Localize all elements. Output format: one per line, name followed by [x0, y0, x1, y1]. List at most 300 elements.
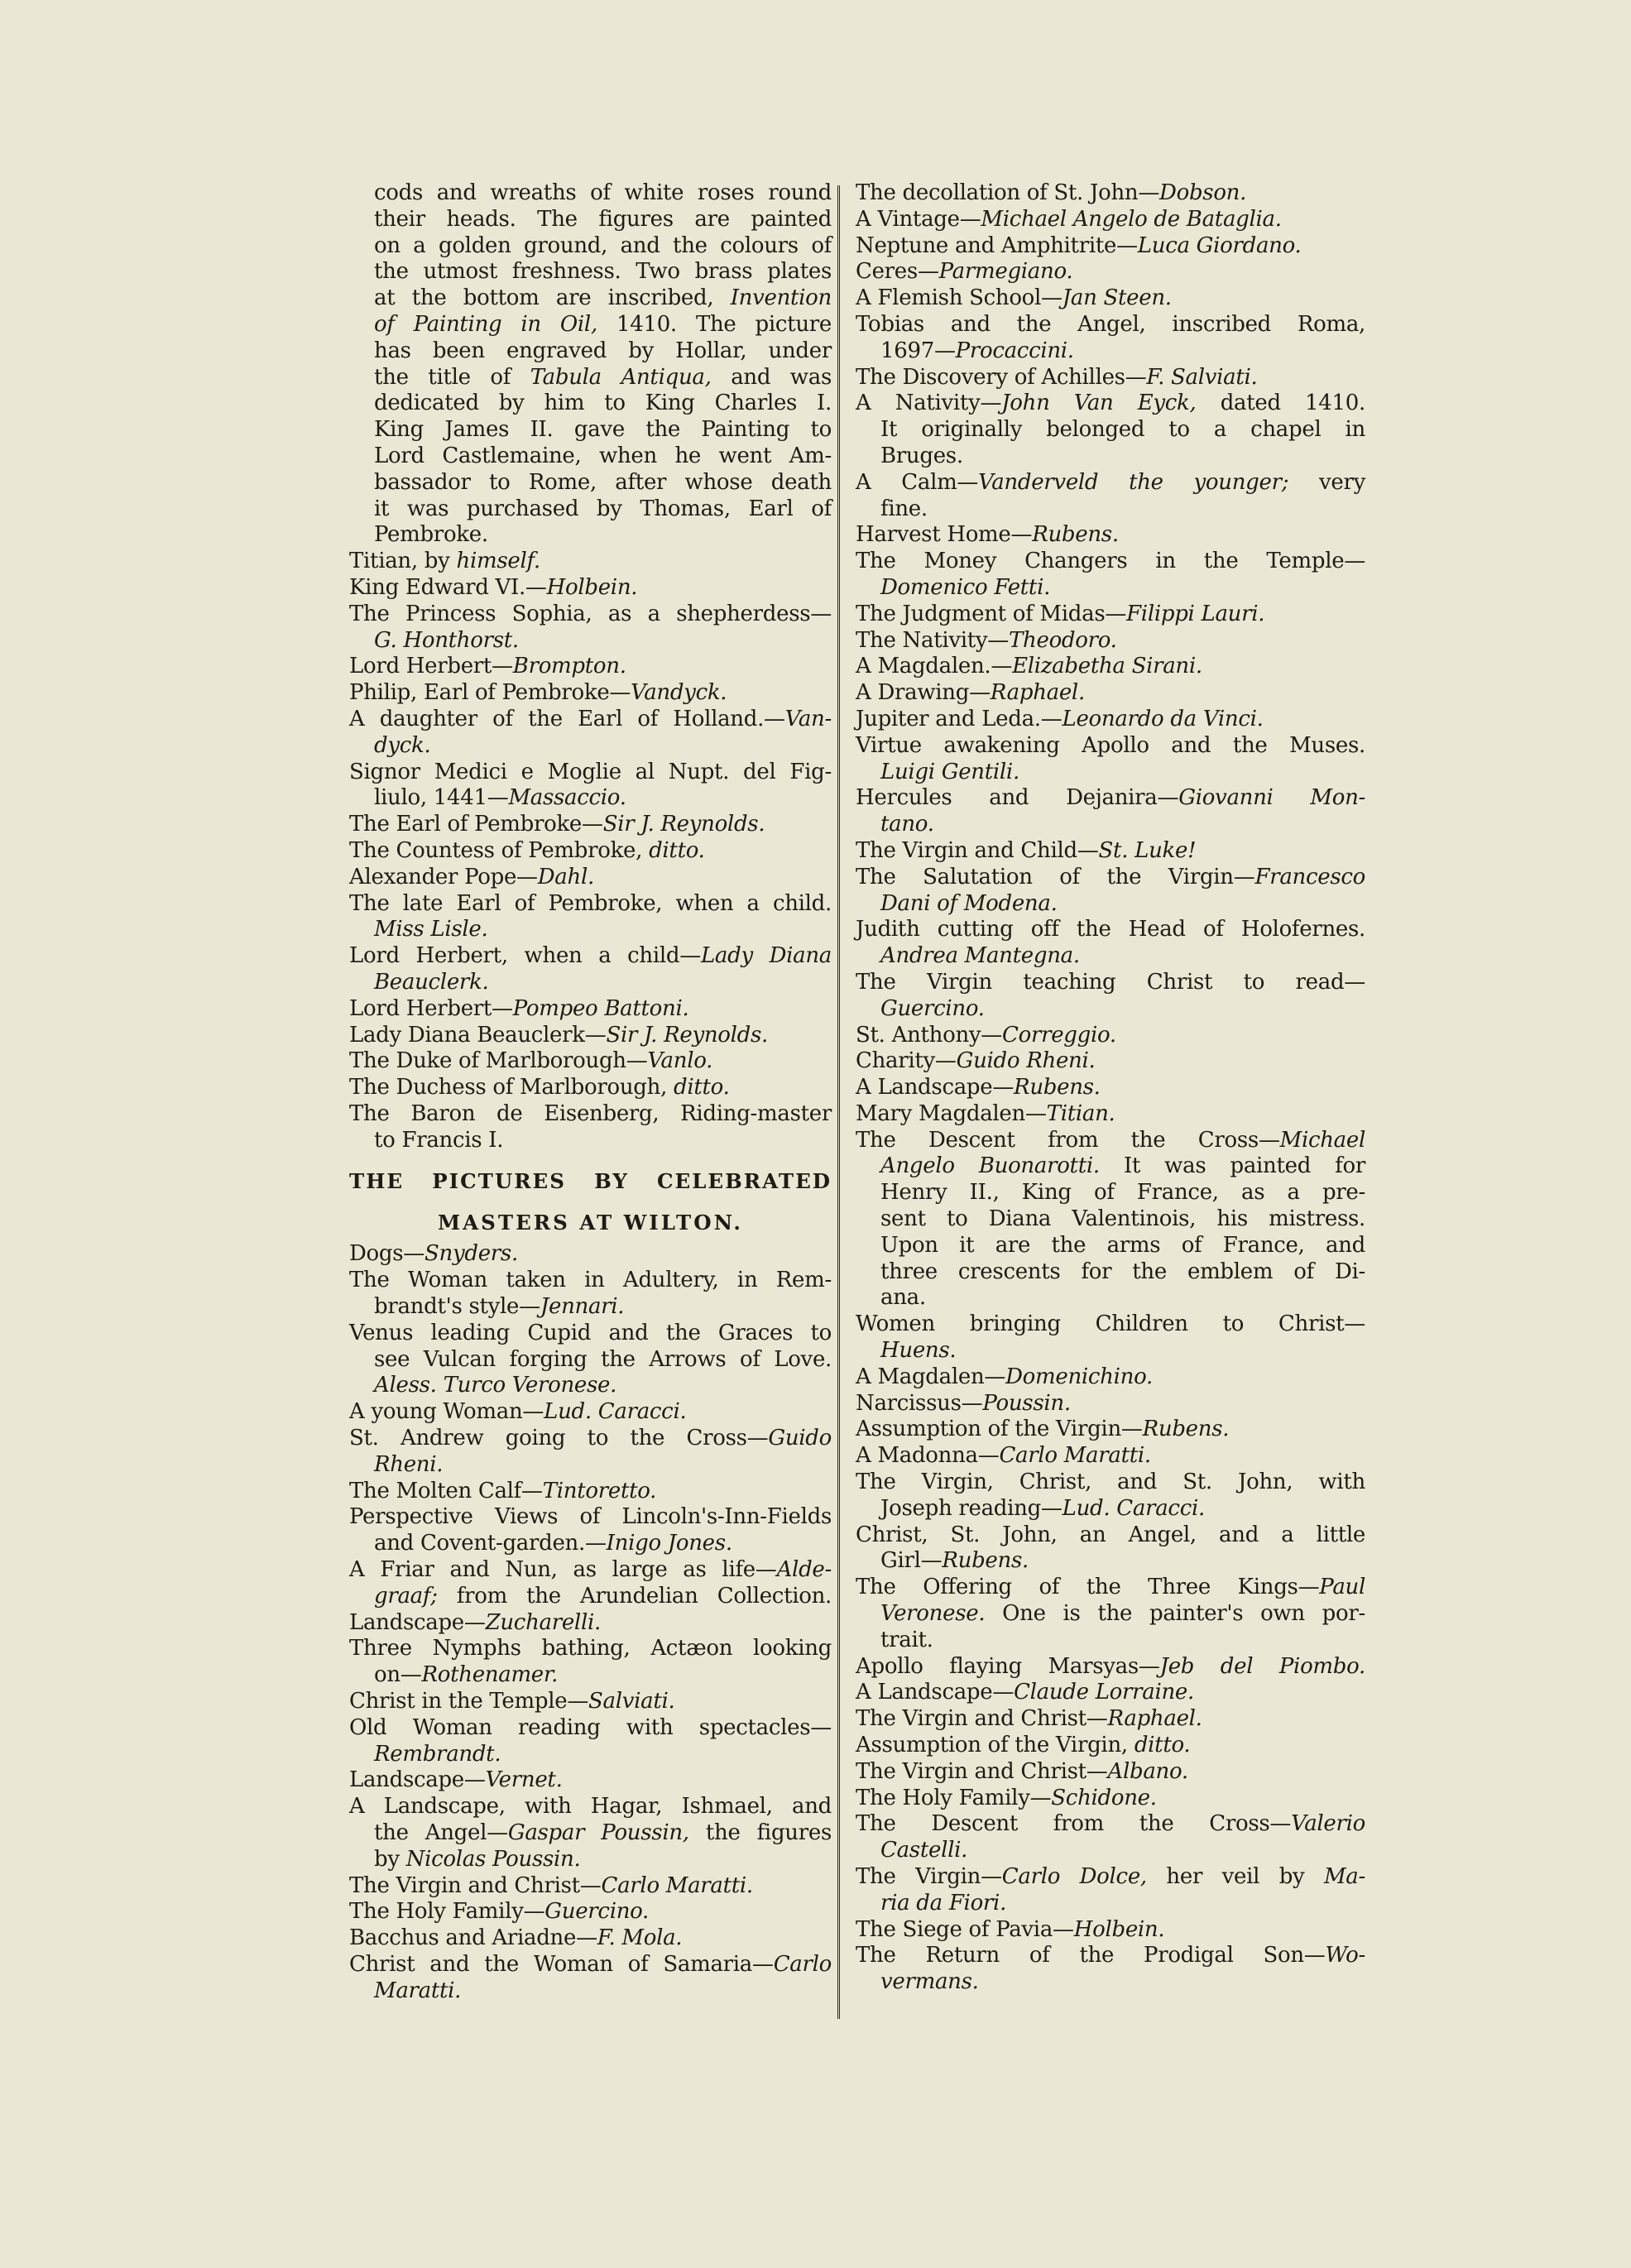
text-line: [856, 285, 1365, 312]
entry-text: The Virgin and Christ—: [856, 1758, 1108, 1784]
text-line: [349, 1847, 832, 1873]
entry-text: A Magdalen—: [856, 1364, 1006, 1389]
entry-text: Three Nymphs bathing, Actæon looking: [349, 1636, 832, 1661]
text-line: [349, 1767, 832, 1794]
entry-text: The Countess of Pembroke,: [349, 837, 650, 863]
attribution-text: Castelli.: [880, 1838, 968, 1863]
entry-text: A Vintage—: [856, 206, 981, 232]
entry-text: Neptune and Amphitrite—: [856, 233, 1138, 258]
attribution-text: Ma-: [1323, 1864, 1365, 1889]
text-line: [349, 1873, 832, 1900]
section-heading: THE PICTURES BY CELEBRATED: [349, 1169, 832, 1194]
attribution-text: Guercino.: [880, 995, 985, 1021]
text-line: [349, 285, 832, 312]
entry-text: it was purchased by Thomas, Earl of: [374, 496, 832, 521]
text-line: [349, 180, 832, 207]
entry-text: It was painted for: [1099, 1153, 1365, 1179]
entry-text: Lord Herbert, when a child—: [349, 943, 701, 969]
text-line: [349, 1715, 832, 1742]
attribution-text: vermans.: [880, 1969, 979, 1995]
attribution-text: Carlo Maratti.: [601, 1872, 753, 1898]
entry-text: on a golden ground, and the colours of: [374, 233, 832, 258]
entry-text: to Francis I.: [374, 1127, 504, 1153]
entry-text: Old Woman reading with spectacles—: [349, 1714, 832, 1740]
right-column: [856, 180, 1365, 1996]
attribution-text: Theodoro.: [1009, 627, 1117, 653]
text-line: [856, 444, 1365, 470]
attribution-text: Inigo Jones.: [606, 1531, 732, 1556]
entry-text: The late Earl of Pembroke, when a child.: [349, 890, 832, 916]
attribution-text: Procaccini.: [955, 338, 1074, 363]
entry-text: by: [374, 1846, 406, 1872]
text-line: [856, 943, 1365, 970]
text-line: [349, 1128, 832, 1154]
attribution-text: Rubens.: [1014, 1075, 1101, 1100]
entry-text: three crescents for the emblem of Di-: [880, 1259, 1365, 1284]
attribution-text: Nicolas Poussin.: [405, 1846, 581, 1872]
text-line: [856, 180, 1365, 207]
entry-text: The Salutation of the Virgin—: [856, 864, 1255, 889]
attribution-text: Van-: [784, 706, 832, 731]
text-line: [349, 602, 832, 628]
text-line: [856, 365, 1365, 391]
attribution-text: Domenico Fetti.: [880, 574, 1051, 600]
text-line: [349, 233, 832, 260]
entry-text: Venus leading Cupid and the Graces to: [349, 1320, 832, 1345]
text-line: [349, 865, 832, 891]
text-line: [349, 1452, 832, 1479]
entry-text: The Baron de Eisenberg, Riding-master: [349, 1100, 832, 1126]
text-line: [349, 680, 832, 707]
text-line: [856, 1206, 1365, 1233]
text-line: [349, 1399, 832, 1426]
attribution-text: Guido Rheni.: [956, 1048, 1096, 1074]
attribution-text: Alde-: [776, 1557, 832, 1583]
attribution-text: Jennari.: [540, 1294, 625, 1320]
entry-text: The Virgin teaching Christ to read—: [856, 969, 1365, 995]
entry-text: Assumption of the Virgin—: [856, 1417, 1143, 1442]
attribution-text: Claude Lorraine.: [1014, 1680, 1194, 1705]
text-line: [856, 1153, 1365, 1180]
attribution-text: Vanderveld the younger;: [978, 469, 1289, 495]
attribution-text: Schidone.: [1051, 1785, 1157, 1810]
entry-text: Apollo flaying Marsyas—: [856, 1653, 1160, 1679]
text-line: [349, 812, 832, 838]
attribution-text: ditto.: [1134, 1733, 1191, 1758]
text-line: [856, 522, 1365, 549]
entry-text: A Nativity—: [856, 391, 1002, 416]
text-line: [856, 1522, 1365, 1549]
attribution-text: Invention: [730, 285, 832, 311]
text-line: [349, 1075, 832, 1101]
entry-text: Landscape—: [349, 1767, 486, 1793]
attribution-text: Parmegiano.: [938, 259, 1073, 285]
text-line: [349, 338, 832, 365]
entry-text: ana.: [880, 1285, 926, 1311]
text-line: [856, 259, 1365, 285]
text-line: [856, 1575, 1365, 1601]
text-line: [349, 917, 832, 943]
text-line: [856, 733, 1365, 760]
attribution-text: ditto.: [674, 1075, 730, 1100]
text-line: [349, 1268, 832, 1294]
entry-text: Christ and the Woman of Samaria—: [349, 1952, 774, 1977]
entry-text: The Virgin and Christ—: [856, 1706, 1108, 1732]
entry-text: Judith cutting off the Head of Holofernes.: [856, 917, 1365, 942]
attribution-text: Holbein.: [546, 574, 638, 600]
entry-text: Alexander Pope—: [349, 864, 538, 889]
text-line: [349, 838, 832, 865]
attribution-text: Raphael.: [1107, 1706, 1202, 1732]
text-line: [349, 1321, 832, 1347]
entry-text: Tobias and the Angel, inscribed Roma,: [856, 311, 1365, 337]
attribution-text: ditto.: [649, 837, 705, 863]
entry-text: dated 1410.: [1196, 391, 1365, 416]
entry-text: The Princess Sophia, as a shepherdess—: [349, 601, 832, 626]
entry-text: The Duke of Marlborough—: [349, 1048, 648, 1074]
entry-text: A Drawing—: [856, 680, 991, 706]
text-line: [856, 1285, 1365, 1311]
text-line: [856, 1706, 1365, 1733]
attribution-text: Luigi Gentili.: [880, 759, 1019, 784]
text-line: [856, 1891, 1365, 1917]
entry-text: Henry II., King of France, as a pre-: [880, 1180, 1365, 1206]
text-line: [856, 785, 1365, 812]
entry-text: Assumption of the Virgin,: [856, 1733, 1135, 1758]
text-line: [856, 1917, 1365, 1944]
entry-text: Titian, by: [349, 549, 457, 574]
attribution-text: Veronese.: [880, 1601, 986, 1627]
entry-text: St. Anthony—: [856, 1022, 1002, 1048]
attribution-text: Guercino.: [544, 1899, 650, 1925]
entry-text: Charity—: [856, 1048, 957, 1074]
entry-text: The Virgin—: [856, 1864, 1002, 1889]
attribution-text: Vernet.: [485, 1767, 563, 1793]
entry-text: Lord Herbert—: [349, 654, 513, 679]
attribution-text: tano.: [880, 812, 934, 837]
text-line: [856, 917, 1365, 943]
text-line: [349, 365, 832, 391]
entry-text: has been engraved by Hollar, under: [374, 338, 832, 363]
text-line: [856, 312, 1365, 338]
text-line: [349, 1610, 832, 1637]
attribution-text: G. Honthorst.: [374, 627, 519, 653]
attribution-text: Jan Steen.: [1062, 285, 1172, 311]
entry-text: Bacchus and Ariadne—: [349, 1925, 597, 1951]
entry-text: A young Woman—: [349, 1399, 544, 1425]
attribution-text: Andrea Mantegna.: [880, 943, 1080, 969]
attribution-text: Zucharelli.: [485, 1609, 601, 1635]
text-line: [349, 1023, 832, 1049]
entry-text: A Magdalen.—: [856, 654, 1013, 679]
entry-text: The Holy Family—: [856, 1785, 1052, 1810]
entry-text: King Edward VI.—: [349, 574, 547, 600]
text-line: [856, 680, 1365, 707]
text-line: [856, 654, 1365, 680]
entry-text: 1410. The picture: [597, 311, 832, 337]
attribution-text: Rheni.: [374, 1451, 444, 1477]
entry-text: A daughter of the Earl of Holland.—: [349, 706, 785, 731]
text-line: [349, 1636, 832, 1662]
text-line: [856, 1680, 1365, 1706]
text-line: [856, 1023, 1365, 1049]
entry-text: Girl—: [880, 1548, 943, 1574]
attribution-text: Miss Lisle.: [374, 917, 488, 942]
attribution-text: Tabula Antiqua,: [530, 364, 712, 390]
text-line: [856, 1786, 1365, 1812]
attribution-text: Rubens.: [1142, 1417, 1230, 1442]
entry-text: cods and wreaths of white roses round: [374, 180, 832, 205]
text-line: [349, 1794, 832, 1820]
text-line: [349, 943, 832, 970]
attribution-text: Rembrandt.: [374, 1741, 501, 1767]
entry-text: A Landscape—: [856, 1075, 1015, 1100]
entry-text: Christ, St. John, an Angel, and a little: [856, 1522, 1365, 1547]
text-line: [856, 812, 1365, 838]
text-line: [856, 996, 1365, 1023]
entry-text: The Virgin and Christ—: [349, 1872, 602, 1898]
entry-text: liulo, 1441—: [374, 785, 509, 811]
text-line: [349, 522, 832, 549]
entry-text: The Discovery of Achilles—: [856, 364, 1147, 390]
attribution-text: Michael Angelo de Bataglia.: [981, 206, 1282, 232]
text-line: [349, 1531, 832, 1557]
text-line: [856, 602, 1365, 628]
attribution-text: Giovanni Mon-: [1178, 785, 1366, 811]
text-line: [856, 1443, 1365, 1470]
text-line: [856, 338, 1365, 365]
attribution-text: F. Mola.: [597, 1925, 683, 1951]
entry-text: and was: [711, 364, 832, 390]
text-line: [856, 707, 1365, 733]
text-line: [349, 444, 832, 470]
entry-text: the title of: [374, 364, 530, 390]
attribution-text: ria da Fiori.: [880, 1890, 1007, 1916]
attribution-text: Pompeo Battoni.: [512, 995, 689, 1021]
entry-text: her veil by: [1146, 1864, 1324, 1889]
text-line: [349, 970, 832, 996]
text-line: [349, 1048, 832, 1075]
text-line: [349, 891, 832, 918]
attribution-text: Elizabetha Sirani.: [1012, 654, 1202, 679]
text-line: [856, 1759, 1365, 1786]
entry-text: The Virgin and Child—: [856, 837, 1099, 863]
attribution-text: Luca Giordano.: [1137, 233, 1302, 258]
entry-text: Perspective Views of Lincoln's-Inn-Fields: [349, 1504, 832, 1530]
text-line: [856, 1864, 1365, 1891]
entry-text: Lord Castlemaine, when he went Am-: [374, 443, 832, 468]
entry-text: very: [1288, 469, 1365, 495]
entry-text: Women bringing Children to Christ—: [856, 1311, 1365, 1337]
entry-text: Ceres—: [856, 259, 939, 285]
entry-text: Signor Medici e Moglie al Nupt. del Fig-: [349, 759, 832, 784]
attribution-text: Titian.: [1046, 1100, 1115, 1126]
text-line: [349, 1662, 832, 1689]
entry-text: Lord Herbert—: [349, 995, 513, 1021]
entry-text: Virtue awakening Apollo and the Muses.: [856, 732, 1365, 758]
attribution-text: Paul: [1319, 1575, 1365, 1600]
entry-text: the Angel—: [374, 1820, 508, 1846]
text-line: [856, 1601, 1365, 1628]
entry-text: The Money Changers in the Temple—: [856, 549, 1365, 574]
attribution-text: Filippi Lauri.: [1126, 601, 1265, 626]
left-column: [349, 180, 832, 2005]
text-line: [856, 628, 1365, 655]
entry-text: The Earl of Pembroke—: [349, 812, 603, 837]
text-line: [349, 1899, 832, 1925]
text-line: [349, 1925, 832, 1952]
entry-text: Joseph reading—: [880, 1495, 1063, 1521]
text-line: [349, 549, 832, 575]
text-line: [856, 233, 1365, 260]
entry-text: on—: [374, 1662, 422, 1688]
text-line: [349, 1820, 832, 1847]
entry-text: Philip, Earl of Pembroke—: [349, 680, 631, 706]
text-line: [856, 1943, 1365, 1969]
text-line: [856, 1969, 1365, 1996]
text-line: [856, 1233, 1365, 1259]
text-line: [349, 1373, 832, 1399]
attribution-text: Rubens.: [942, 1548, 1029, 1574]
text-line: [349, 575, 832, 602]
text-line: [349, 1479, 832, 1505]
text-line: [856, 1417, 1365, 1443]
text-line: [856, 1128, 1365, 1154]
attribution-text: Beauclerk.: [374, 969, 489, 995]
text-line: [856, 865, 1365, 891]
attribution-text: Gaspar Poussin,: [507, 1820, 689, 1846]
text-line: [349, 628, 832, 655]
attribution-text: F. Salviati.: [1146, 364, 1258, 390]
entry-text: fine.: [880, 496, 928, 521]
entry-text: The Nativity—: [856, 627, 1009, 653]
attribution-text: Salviati.: [588, 1689, 675, 1714]
entry-text: A Landscape, with Hagar, Ishmael, and: [349, 1794, 832, 1820]
text-line: [856, 1075, 1365, 1101]
text-line: [349, 1557, 832, 1584]
entry-text: The Holy Family—: [349, 1899, 545, 1925]
entry-text: The Descent from the Cross—: [856, 1811, 1292, 1837]
text-line: [349, 1241, 832, 1268]
entry-text: A Friar and Nun, as large as life—: [349, 1557, 777, 1583]
text-line: [856, 1391, 1365, 1417]
attribution-text: of Painting in Oil,: [374, 311, 597, 337]
text-line: [349, 417, 832, 444]
text-line: [856, 760, 1365, 786]
entry-text: The Molten Calf—: [349, 1478, 543, 1503]
entry-text: King James II. gave the Painting to: [374, 417, 832, 443]
entry-text: Hercules and Dejanira—: [856, 785, 1179, 811]
text-line: [856, 575, 1365, 602]
attribution-text: Lady Diana: [700, 943, 832, 969]
text-line: [349, 312, 832, 338]
entry-text: at the bottom are inscribed,: [374, 285, 731, 311]
attribution-text: Vanlo.: [647, 1048, 713, 1074]
text-line: [856, 1496, 1365, 1522]
text-line: [856, 470, 1365, 496]
column-divider: [837, 185, 840, 2019]
attribution-text: Vandyck.: [631, 680, 727, 706]
attribution-text: Leonardo da Vinci.: [1062, 706, 1264, 731]
text-line: [856, 1811, 1365, 1838]
entry-text: trait.: [880, 1627, 933, 1652]
attribution-text: Brompton.: [512, 654, 626, 679]
entry-text: the utmost freshness. Two brass plates: [374, 259, 832, 285]
text-line: [349, 1952, 832, 1978]
attribution-text: Raphael.: [990, 680, 1085, 706]
entry-text: Harvest Home—: [856, 522, 1033, 548]
attribution-text: Huens.: [880, 1338, 957, 1364]
attribution-text: Jeb del Piombo.: [1159, 1653, 1365, 1679]
text-line: [856, 1048, 1365, 1075]
entry-text: see Vulcan forging the Arrows of Love.: [374, 1346, 832, 1372]
text-line: [349, 707, 832, 733]
text-line: [349, 785, 832, 812]
text-line: [349, 733, 832, 760]
entry-text: A Calm—: [856, 469, 979, 495]
attribution-text: Valerio: [1291, 1811, 1365, 1837]
text-line: [856, 1733, 1365, 1759]
attribution-text: John Van Eyck,: [1001, 391, 1197, 416]
attribution-text: St. Luke!: [1098, 837, 1197, 863]
attribution-text: Rothenamer.: [421, 1662, 559, 1688]
entry-text: 1697—: [880, 338, 956, 363]
text-line: [349, 1101, 832, 1128]
attribution-text: Sir J. Reynolds.: [602, 812, 765, 837]
entry-text: Upon it are the arms of France, and: [880, 1232, 1365, 1258]
text-line: [349, 654, 832, 680]
text-line: [856, 1838, 1365, 1864]
entry-text: Dogs—: [349, 1241, 425, 1267]
attribution-text: Snyders.: [425, 1241, 518, 1267]
text-line: [856, 1101, 1365, 1128]
text-line: [349, 259, 832, 285]
attribution-text: Wo-: [1325, 1943, 1365, 1968]
text-line: [856, 1548, 1365, 1575]
attribution-text: Maratti.: [374, 1978, 462, 2003]
attribution-text: Domenichino.: [1005, 1364, 1153, 1389]
text-line: [856, 1259, 1365, 1286]
section-heading: MASTERS AT WILTON.: [438, 1211, 743, 1235]
text-line: [349, 1294, 832, 1321]
attribution-text: graaf;: [374, 1583, 438, 1609]
attribution-text: Tintoretto.: [542, 1478, 657, 1503]
entry-text: Christ in the Temple—: [349, 1689, 589, 1714]
entry-text: Landscape—: [349, 1609, 486, 1635]
text-line: [349, 207, 832, 233]
attribution-text: Carlo Dolce,: [1001, 1864, 1147, 1889]
text-line: [856, 1628, 1365, 1654]
text-line: [856, 1364, 1365, 1391]
attribution-text: Aless. Turco Veronese.: [374, 1373, 617, 1398]
text-line: [349, 1689, 832, 1715]
text-line: [856, 1338, 1365, 1364]
text-line: [856, 549, 1365, 575]
text-line: [349, 760, 832, 786]
attribution-text: Albano.: [1107, 1758, 1188, 1784]
text-line: [856, 207, 1365, 233]
entry-text: The decollation of St. John—: [856, 180, 1160, 205]
text-line: [856, 496, 1365, 523]
attribution-text: Sir J. Reynolds.: [606, 1022, 769, 1048]
text-line: [349, 1584, 832, 1610]
entry-text: Pembroke.: [374, 522, 488, 548]
text-line: [856, 1180, 1365, 1206]
entry-text: The Judgment of Midas—: [856, 601, 1127, 626]
text-line: [856, 391, 1365, 417]
text-line: [349, 391, 832, 417]
entry-text: A Flemish School—: [856, 285, 1063, 311]
